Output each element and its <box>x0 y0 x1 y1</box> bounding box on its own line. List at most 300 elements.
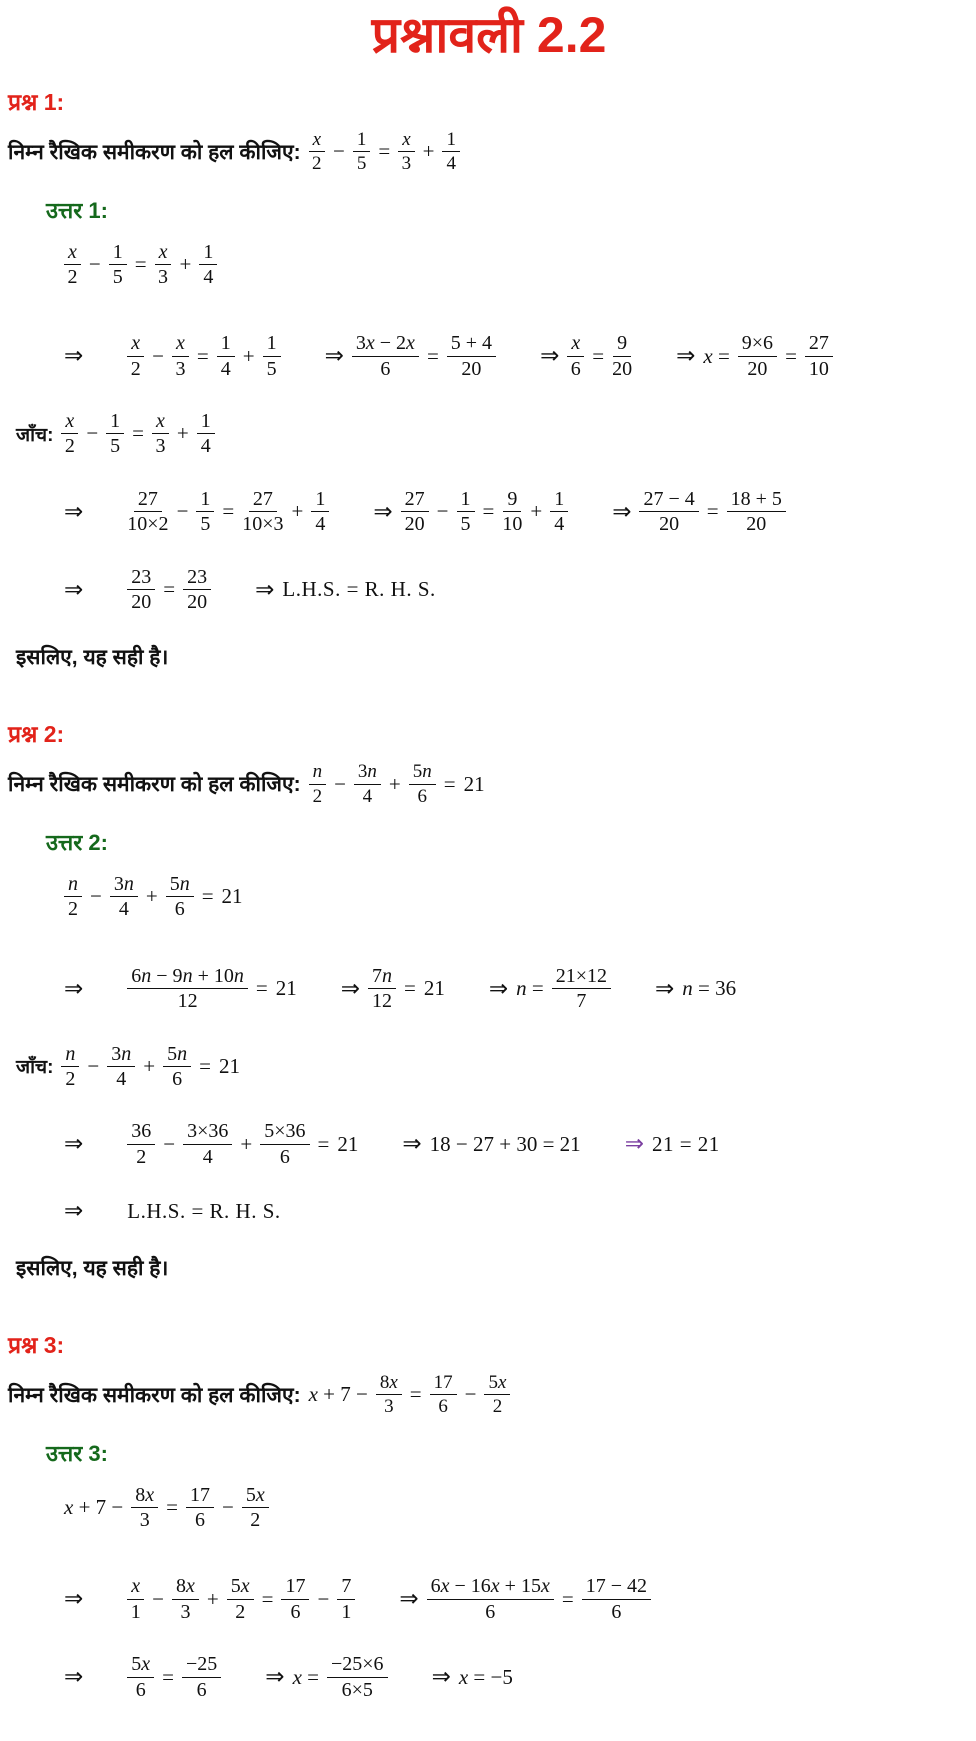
math-text: − <box>163 1131 176 1156</box>
denominator: 3 <box>180 1600 191 1623</box>
denominator: 20 <box>461 357 482 380</box>
fraction <box>166 873 194 921</box>
fraction <box>217 332 235 380</box>
derivation-row <box>64 1198 970 1224</box>
implies-arrow-icon: ⇒ <box>64 498 84 524</box>
math-group <box>64 1586 83 1612</box>
fraction <box>376 1372 402 1418</box>
math-text: + <box>143 1053 156 1078</box>
derivation-row <box>64 332 970 380</box>
check-equation <box>61 1043 240 1091</box>
implies-arrow-icon: ⇒ <box>654 975 675 1001</box>
denominator: 20 <box>131 591 152 614</box>
derivation-row <box>64 488 970 536</box>
math-text: n = 36 <box>682 976 737 1001</box>
fraction <box>131 1484 158 1532</box>
denominator: 4 <box>203 265 214 288</box>
math-group <box>127 332 280 380</box>
math-text: − <box>152 343 165 368</box>
math-text: = <box>163 577 176 602</box>
implies-arrow-icon: ⇒ <box>402 1131 422 1157</box>
numerator: 23 <box>127 566 155 590</box>
denominator: 20 <box>747 357 768 380</box>
math-group <box>64 1198 83 1224</box>
fraction <box>263 332 281 380</box>
check-equation <box>61 410 214 458</box>
math-text: − <box>88 251 101 276</box>
question-heading: प्रश्न 1: <box>8 89 65 115</box>
math-text: − <box>317 1586 330 1611</box>
denominator: 6 <box>135 1678 146 1701</box>
denominator: 2 <box>312 785 323 807</box>
implies-arrow-icon: ⇒ <box>64 1586 84 1612</box>
math-text: − <box>222 1495 234 1520</box>
math-group <box>127 1120 358 1168</box>
denominator: 6 <box>195 1509 205 1532</box>
denominator: 6 <box>172 1067 183 1090</box>
equation-line <box>64 873 243 921</box>
numerator: x <box>127 332 144 356</box>
denominator: 1 <box>130 1600 141 1623</box>
math-text: − <box>152 1586 165 1611</box>
denominator: 6 <box>290 1600 301 1623</box>
math-text: = <box>785 343 797 368</box>
numerator: 1 <box>442 129 460 152</box>
math-group <box>64 343 83 369</box>
numerator: 18 + 5 <box>727 488 786 512</box>
math-text: x = <box>703 343 730 368</box>
numerator: 17 − 42 <box>582 1575 651 1599</box>
math-group <box>432 1664 513 1690</box>
math-text: = <box>482 499 495 524</box>
answer-heading: उत्तर 2: <box>46 829 108 855</box>
fraction <box>612 332 632 380</box>
math-group <box>127 566 211 614</box>
math-text: L.H.S. = R. H. S. <box>127 1198 281 1223</box>
denominator: 2 <box>312 153 322 175</box>
denominator: 2 <box>492 1396 503 1418</box>
math-text: = <box>261 1586 274 1611</box>
numerator: 8x <box>131 1484 158 1508</box>
numerator: 9 <box>613 332 631 356</box>
math-text: + <box>145 884 158 909</box>
inline-equation <box>309 1372 511 1418</box>
numerator: 17 <box>186 1484 214 1508</box>
numerator: 7 <box>337 1575 355 1599</box>
fraction <box>368 965 396 1013</box>
numerator: 1 <box>353 129 371 152</box>
numerator: −25 <box>182 1653 221 1677</box>
fraction <box>127 1653 154 1701</box>
numerator: 1 <box>106 410 124 434</box>
numerator: 3x − 2x <box>352 332 419 356</box>
math-group <box>655 976 736 1002</box>
math-group <box>625 1131 720 1157</box>
math-group <box>265 1653 387 1701</box>
math-text: 18 − 27 + 30 = 21 <box>429 1131 581 1156</box>
numerator: 1 <box>217 332 235 356</box>
math-text: = <box>199 1053 211 1078</box>
denominator: 2 <box>130 357 141 380</box>
math-text: 21 <box>275 976 297 1001</box>
numerator: 17 <box>281 1575 309 1599</box>
fraction <box>398 129 414 175</box>
fraction <box>242 1484 269 1532</box>
implies-arrow-icon: ⇒ <box>540 343 560 369</box>
numerator: 3×36 <box>183 1120 232 1144</box>
numerator: 5n <box>163 1043 191 1067</box>
math-text: − <box>464 1382 477 1407</box>
math-group <box>489 965 611 1013</box>
denominator: 12 <box>371 990 392 1013</box>
implies-arrow-icon: ⇒ <box>64 1131 84 1157</box>
fraction <box>354 761 381 807</box>
numerator: 6x − 16x + 15x <box>427 1575 554 1599</box>
numerator: n <box>61 1043 79 1067</box>
numerator: 9×6 <box>738 332 777 356</box>
denominator: 6 <box>611 1600 622 1623</box>
math-text: − <box>87 1053 100 1078</box>
math-group <box>127 1199 280 1224</box>
math-text: L.H.S. = R. H. S. <box>282 577 436 602</box>
derivation-row <box>64 1575 970 1623</box>
fraction <box>582 1575 651 1623</box>
fraction <box>183 1120 232 1168</box>
denominator: 6 <box>174 898 185 921</box>
math-text: + <box>388 771 401 796</box>
numerator: 1 <box>311 488 329 512</box>
denominator: 10 <box>502 513 523 536</box>
implies-arrow-icon: ⇒ <box>64 1664 84 1690</box>
fraction <box>337 1575 355 1623</box>
numerator: 21×12 <box>552 965 611 989</box>
math-group <box>64 577 83 603</box>
numerator: 36 <box>127 1120 155 1144</box>
fraction <box>182 1653 221 1701</box>
math-text: = <box>443 771 456 796</box>
denominator: 6 <box>570 357 581 380</box>
fraction <box>409 761 436 807</box>
implies-arrow-icon: ⇒ <box>431 1664 451 1690</box>
numerator: n <box>309 761 327 784</box>
numerator: 1 <box>199 241 217 265</box>
math-text: x = −5 <box>458 1664 513 1689</box>
fraction <box>199 241 217 289</box>
numerator: 1 <box>550 488 568 512</box>
denominator: 3 <box>139 1509 150 1532</box>
fraction <box>64 241 81 289</box>
math-text: 21 <box>463 771 485 796</box>
math-text: = <box>166 1495 178 1520</box>
math-group <box>540 332 632 380</box>
math-text: − <box>334 771 346 796</box>
math-text: + <box>530 499 543 524</box>
denominator: 4 <box>446 153 456 175</box>
fraction <box>353 129 371 175</box>
fraction <box>106 410 124 458</box>
math-group <box>127 965 296 1013</box>
implies-arrow-icon: ⇒ <box>676 343 696 369</box>
fraction <box>163 1043 191 1091</box>
denominator: 4 <box>315 513 326 536</box>
numerator: 5n <box>409 761 436 784</box>
denominator: 4 <box>200 435 211 458</box>
fraction <box>186 1484 214 1532</box>
fraction <box>107 1043 135 1091</box>
denominator: 7 <box>576 990 587 1013</box>
math-group <box>64 1664 83 1690</box>
math-text: = <box>426 343 439 368</box>
math-text: x + 7 − <box>308 1382 368 1407</box>
implies-arrow-icon: ⇒ <box>624 1131 644 1157</box>
worksheet-content <box>8 85 970 1701</box>
denominator: 6 <box>438 1396 448 1418</box>
numerator: x <box>155 241 172 265</box>
numerator: 1 <box>196 488 214 512</box>
numerator: x <box>309 129 325 152</box>
numerator: x <box>398 129 414 152</box>
numerator: 23 <box>183 566 211 590</box>
fraction <box>127 965 248 1013</box>
fraction <box>805 332 833 380</box>
denominator: 2 <box>250 1509 261 1532</box>
math-text: 21 <box>218 1053 240 1078</box>
fraction <box>127 566 155 614</box>
denominator: 2 <box>136 1145 147 1168</box>
fraction <box>550 488 568 536</box>
question-heading: प्रश्न 2: <box>8 721 65 748</box>
fraction <box>172 332 189 380</box>
fraction <box>172 1575 199 1623</box>
numerator: −25×6 <box>327 1653 388 1677</box>
math-group <box>127 1653 221 1701</box>
math-group <box>325 332 496 380</box>
denominator: 6 <box>279 1145 290 1168</box>
math-text: = <box>317 1131 330 1156</box>
denominator: 6×5 <box>341 1678 373 1701</box>
numerator: x <box>61 410 78 434</box>
numerator: 9 <box>503 488 521 512</box>
question-prompt <box>8 129 970 175</box>
fraction <box>352 332 419 380</box>
math-group <box>64 1131 83 1157</box>
fraction <box>401 488 429 536</box>
implies-arrow-icon: ⇒ <box>324 343 344 369</box>
implies-arrow-icon: ⇒ <box>64 576 84 602</box>
math-text: 21 = 21 <box>651 1131 720 1156</box>
math-text: + <box>240 1131 253 1156</box>
math-text: = <box>403 976 416 1001</box>
math-group <box>127 488 329 536</box>
math-text: + <box>206 1586 219 1611</box>
denominator: 4 <box>202 1145 213 1168</box>
fraction <box>155 241 172 289</box>
fraction <box>227 1575 254 1623</box>
math-group <box>373 488 568 536</box>
denominator: 20 <box>612 357 633 380</box>
question-section <box>8 85 970 671</box>
math-text: + <box>422 139 435 164</box>
denominator: 2 <box>65 1067 76 1090</box>
prompt-text: निम्न रैखिक समीकरण को हल कीजिए: <box>8 140 301 164</box>
denominator: 3 <box>158 265 169 288</box>
fraction <box>152 410 169 458</box>
fraction <box>183 566 211 614</box>
denominator: 20 <box>187 591 208 614</box>
fraction <box>484 1372 510 1418</box>
math-text: = <box>196 343 209 368</box>
equation-line <box>64 241 217 289</box>
fraction <box>442 129 460 175</box>
math-text: + <box>242 343 255 368</box>
numerator: 6n − 9n + 10n <box>127 965 248 989</box>
numerator: x <box>567 332 584 356</box>
numerator: x <box>127 1575 144 1599</box>
fraction <box>430 1372 457 1418</box>
check-label: जाँच: <box>16 424 54 446</box>
fraction <box>447 332 496 380</box>
math-group <box>255 577 436 603</box>
math-group <box>64 499 83 525</box>
math-text: + <box>179 251 192 276</box>
denominator: 4 <box>116 1067 127 1090</box>
numerator: 8x <box>172 1575 199 1599</box>
fraction <box>110 873 138 921</box>
fraction <box>260 1120 309 1168</box>
denominator: 4 <box>554 513 565 536</box>
fraction <box>457 488 475 536</box>
numerator: 3n <box>110 873 138 897</box>
math-text: = <box>561 1586 574 1611</box>
fraction <box>309 129 325 175</box>
denominator: 2 <box>64 435 75 458</box>
implies-arrow-icon: ⇒ <box>64 975 84 1001</box>
numerator: 5x <box>484 1372 510 1395</box>
inline-equation <box>309 761 485 807</box>
fraction <box>552 965 611 1013</box>
fraction <box>127 488 168 536</box>
math-text: 21 <box>221 884 243 909</box>
fraction <box>738 332 777 380</box>
denominator: 5 <box>110 435 121 458</box>
implies-arrow-icon: ⇒ <box>373 498 393 524</box>
fraction <box>727 488 786 536</box>
denominator: 3 <box>175 357 186 380</box>
question-section <box>8 717 970 1282</box>
derivation-row <box>64 566 970 614</box>
numerator: 1 <box>457 488 475 512</box>
fraction <box>109 241 127 289</box>
math-group <box>127 1575 355 1623</box>
math-text: = <box>222 499 235 524</box>
equation-line <box>64 1484 269 1532</box>
math-text: = <box>409 1382 422 1407</box>
prompt-text: निम्न रैखिक समीकरण को हल कीजिए: <box>8 1383 301 1407</box>
question-section <box>8 1328 970 1701</box>
math-text: = <box>132 421 144 446</box>
denominator: 20 <box>746 513 767 536</box>
math-text: = <box>592 343 605 368</box>
implies-arrow-icon: ⇒ <box>399 1586 419 1612</box>
derivation-row <box>64 1653 970 1701</box>
numerator: x <box>172 332 189 356</box>
fraction <box>197 410 215 458</box>
fraction <box>427 1575 554 1623</box>
fraction <box>127 1575 144 1623</box>
math-text: = <box>162 1664 175 1689</box>
fraction <box>311 488 329 536</box>
numerator: 3n <box>107 1043 135 1067</box>
numerator: 27 <box>805 332 833 356</box>
denominator: 5 <box>112 265 123 288</box>
implies-arrow-icon: ⇒ <box>265 1664 285 1690</box>
conclusion-text: इसलिए, यह सही है। <box>16 646 169 670</box>
denominator: 6 <box>417 785 428 807</box>
fraction <box>639 488 698 536</box>
numerator: 5x <box>242 1484 269 1508</box>
fraction <box>242 488 283 536</box>
math-group <box>612 488 786 536</box>
question-prompt <box>8 1372 970 1418</box>
denominator: 4 <box>220 357 231 380</box>
denominator: 3 <box>155 435 166 458</box>
page-title: प्रश्नावली 2.2 <box>371 7 607 63</box>
numerator: 1 <box>263 332 281 356</box>
implies-arrow-icon: ⇒ <box>612 498 632 524</box>
fraction <box>61 1043 79 1091</box>
denominator: 1 <box>341 1600 352 1623</box>
denominator: 12 <box>177 990 198 1013</box>
check-line <box>16 1043 970 1091</box>
fraction <box>502 488 522 536</box>
numerator: 27 <box>249 488 277 512</box>
denominator: 2 <box>67 265 78 288</box>
numerator: 7n <box>368 965 396 989</box>
numerator: 5x <box>127 1653 154 1677</box>
implies-arrow-icon: ⇒ <box>255 576 275 602</box>
denominator: 4 <box>118 898 129 921</box>
denominator: 20 <box>659 513 680 536</box>
denominator: 5 <box>460 513 471 536</box>
denominator: 6 <box>485 1600 496 1623</box>
numerator: 27 <box>401 488 429 512</box>
implies-arrow-icon: ⇒ <box>64 1198 84 1224</box>
denominator: 5 <box>356 153 367 175</box>
math-text: − <box>176 499 189 524</box>
math-text: x = <box>292 1664 319 1689</box>
fraction <box>61 410 78 458</box>
question-prompt <box>8 761 970 807</box>
denominator: 5 <box>266 357 277 380</box>
numerator: 5n <box>166 873 194 897</box>
fraction <box>127 332 144 380</box>
denominator: 3 <box>401 153 412 175</box>
denominator: 6 <box>380 357 391 380</box>
answer-heading: उत्तर 3: <box>46 1440 108 1466</box>
fraction <box>196 488 214 536</box>
math-text: − <box>90 884 102 909</box>
math-text: − <box>436 499 449 524</box>
denominator: 2 <box>68 898 78 921</box>
answer-heading: उत्तर 1: <box>46 197 108 223</box>
denominator: 10×2 <box>127 513 169 536</box>
numerator: 5 + 4 <box>447 332 496 356</box>
denominator: 6 <box>196 1678 207 1701</box>
check-line <box>16 410 970 458</box>
math-text: 21 <box>423 976 445 1001</box>
math-text: − <box>86 421 99 446</box>
math-group <box>402 1131 580 1157</box>
